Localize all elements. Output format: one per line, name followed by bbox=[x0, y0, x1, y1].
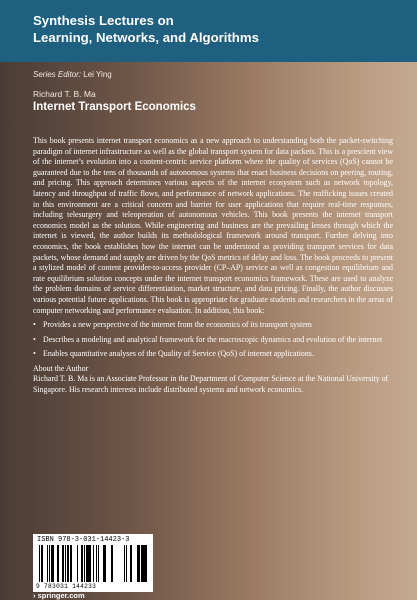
about-author-heading: About the Author bbox=[33, 363, 89, 373]
series-header-band bbox=[0, 0, 417, 62]
feature-text: Provides a new perspective of the internet from the economics of its transport system bbox=[43, 320, 312, 330]
series-editor-line bbox=[33, 70, 112, 79]
feature-item bbox=[33, 320, 393, 331]
feature-text: Describes a modeling and analytical framework for the macroscopic dynamics and evolution of the internet bbox=[43, 334, 383, 344]
about-author-text: Richard T. B. Ma is an Associate Professor in the Department of Computer Science at the National University of Singapore. His research interests include distributed systems and network economics. bbox=[33, 374, 389, 395]
isbn-barcode-box bbox=[33, 534, 153, 592]
bullet-icon: • bbox=[33, 349, 36, 359]
series-editor-label: Series Editor: bbox=[33, 70, 82, 79]
bullet-icon: • bbox=[33, 320, 36, 330]
author-name: Richard T. B. Ma bbox=[33, 89, 96, 99]
bullet-icon: • bbox=[33, 334, 36, 344]
book-title: Internet Transport Economics bbox=[33, 101, 196, 113]
feature-item bbox=[33, 349, 393, 360]
barcode-number: 9 783031 144233 bbox=[36, 583, 97, 590]
back-cover-text bbox=[33, 136, 393, 396]
publisher-link[interactable]: › springer.com bbox=[33, 591, 85, 600]
series-title: Synthesis Lectures on Learning, Networks, and Algorithms bbox=[33, 13, 259, 45]
barcode-icon bbox=[37, 545, 149, 582]
isbn-label: ISBN 978-3-031-14423-3 bbox=[37, 536, 130, 544]
book-description: This book presents internet transport economics as a new approach to understanding both the packet-switching paradigm of internet infrastructure as well as the global transport system for data packets. This is a prescient view of the internet’s evolution into a content-centric service platform where the quality of services (QoS) cannot be guaranteed due to the tens of thousands of autonomous systems that enact business decisions on peering, routing, and pricing. This approach determines various aspects of the internet ecosystem such as network topology, latency and throughput of traffic flows, and performance of network applications. The trafficking issues created in this environment are a critical concern and barrier for user applications that require real-time responses, including telesurgery and teleoperation of autonomous vehicles. This book presents the internet transport economics model as the solution. While engineering and business are the prevailing lenses through which the internet is viewed, the author builds its methodological framework around transport. Further delving into economics, the book establishes how the internet can be understood as providing transport services for data packets, whose demand and supply are driven by the QoS metrics of delay and loss. The book proceeds to present a stylized model of content provider-to-access provider (CP–AP) service as well as congestion equilibrium and rate equilibrium solution concepts under the internet transport economics framework. These are used to analyze the problem domains of service differentiation, market structure, and data pricing. Finally, the author discusses various potential future applications. This book is appropriate for graduate students and researchers in the areas of computer networking and performance evaluation. In addition, this book: bbox=[33, 136, 393, 315]
series-editor-name: Lei Ying bbox=[83, 70, 112, 79]
feature-list bbox=[33, 320, 393, 360]
feature-item bbox=[33, 335, 393, 346]
feature-text: Enables quantitative analyses of the Quality of Service (QoS) of internet applications. bbox=[43, 349, 314, 359]
